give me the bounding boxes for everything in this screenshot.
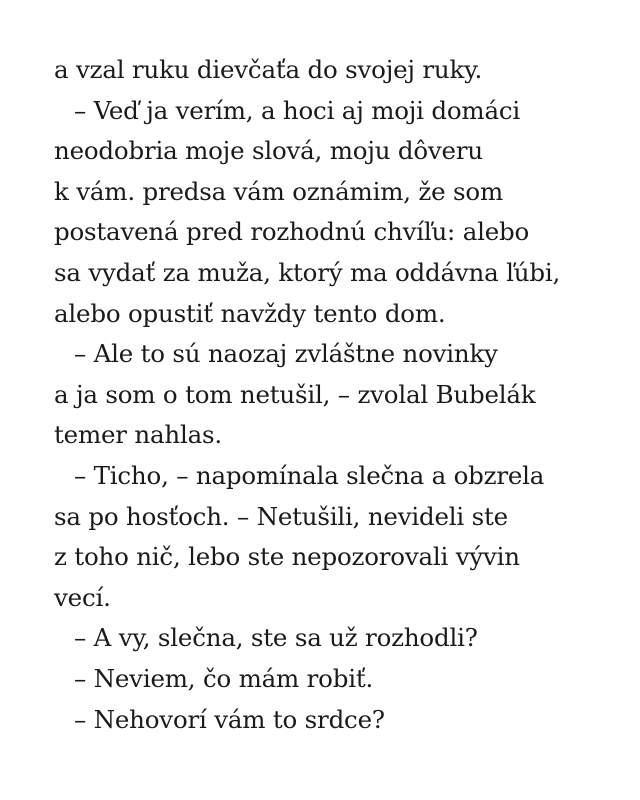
text-line-12: sa po hosťoch. – Netušili, nevideli ste [54, 501, 508, 531]
text-line-13: z toho nič, lebo ste nepozorovali vývin [54, 542, 520, 572]
text-line-6: sa vydať za muža, ktorý ma oddávna ľúbi, [54, 257, 561, 287]
text-line-8: – Ale to sú naozaj zvláštne novinky [74, 339, 498, 369]
text-line-1: a vzal ruku dievčaťa do svojej ruky. [54, 55, 483, 84]
text-line-14: vecí. [54, 582, 111, 612]
text-line-4: k vám. predsa vám oznámim, že som [54, 176, 503, 206]
text-line-3: neodobria moje slová, moju dôveru [54, 136, 483, 166]
text-line-2: – Veď ja verím, a hoci aj moji domáci [74, 95, 521, 125]
text-line-5: postavená pred rozhodnú chvíľu: alebo [54, 217, 530, 247]
text-line-15: – A vy, slečna, ste sa už rozhodli? [74, 623, 478, 653]
text-line-7: alebo opustiť navždy tento dom. [54, 298, 446, 328]
page-text [54, 50, 614, 740]
text-line-16: – Neviem, čo mám robiť. [74, 663, 374, 693]
text-line-11: – Ticho, – napomínala slečna a obzrela [74, 460, 545, 490]
text-line-10: temer nahlas. [54, 420, 222, 450]
text-line-17: – Nehovorí vám to srdce? [74, 704, 385, 734]
text-line-9: a ja som o tom netušil, – zvolal Bubelák [54, 379, 536, 409]
